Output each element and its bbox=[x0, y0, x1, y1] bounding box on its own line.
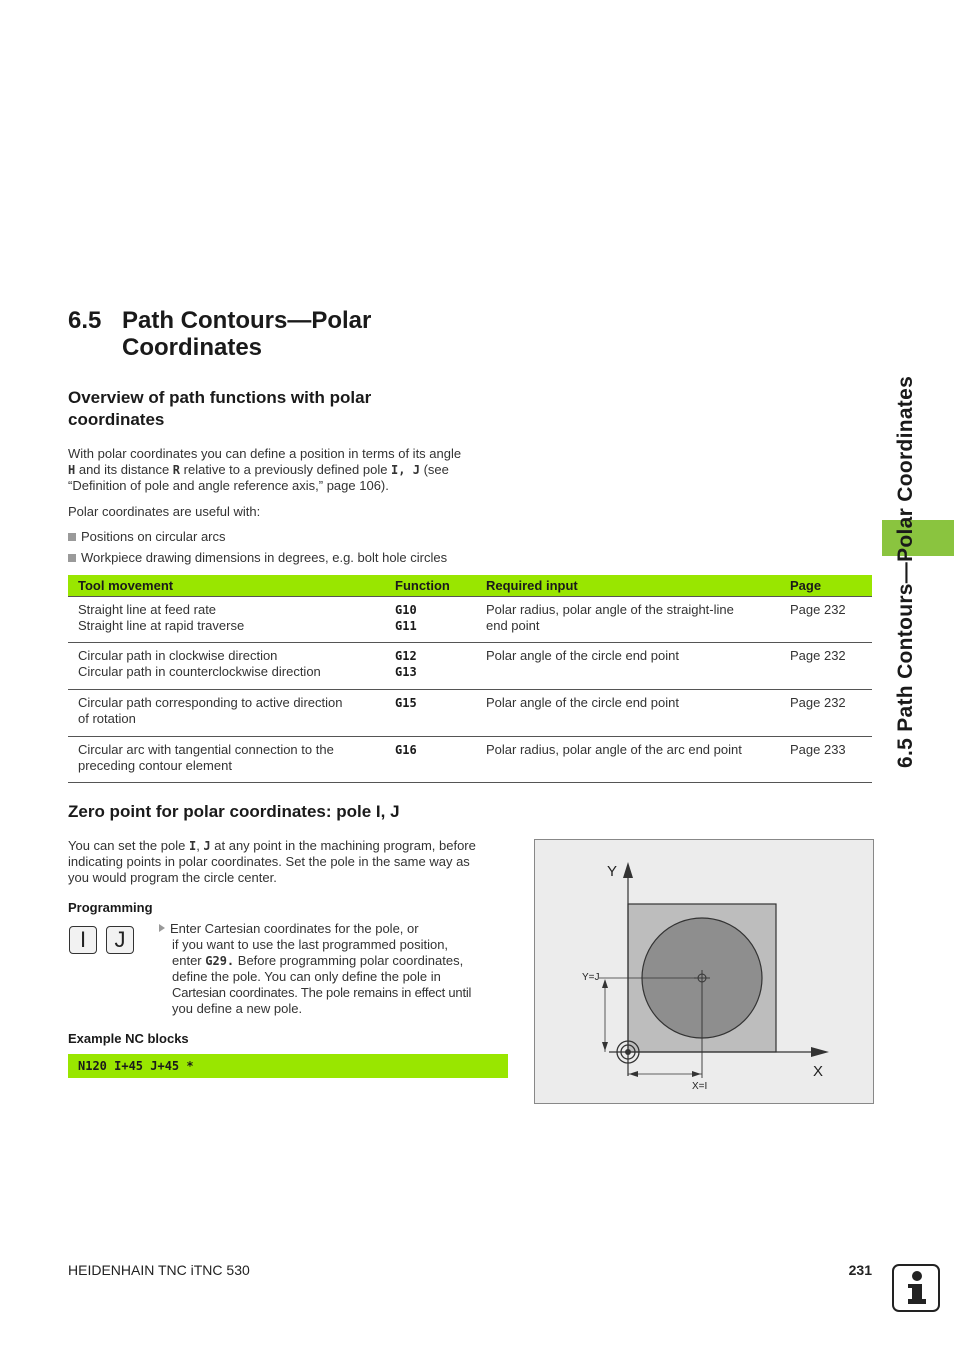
cell-code: G10 bbox=[395, 603, 417, 617]
code-ij: I, J bbox=[391, 463, 420, 477]
cell-code: G16 bbox=[395, 743, 417, 757]
text-span: Before programming polar coordinates, bbox=[234, 953, 464, 968]
code-i: I bbox=[188, 839, 197, 853]
bullet-text: Workpiece drawing dimensions in degrees, e.g. bolt hole circles bbox=[81, 550, 448, 565]
code-g29: G29. bbox=[205, 954, 235, 968]
cell-function bbox=[385, 597, 476, 643]
cell-text: Circular path corresponding to active direction bbox=[78, 695, 343, 710]
example-label: Example NC blocks bbox=[68, 1031, 189, 1046]
cell-text: Circular path in counterclockwise direction bbox=[78, 664, 321, 679]
cell-input bbox=[476, 690, 780, 737]
cell-input bbox=[476, 643, 780, 690]
pole-diagram-svg bbox=[535, 840, 873, 1103]
info-icon bbox=[892, 1264, 940, 1312]
x-equals-i-label: X=I bbox=[692, 1081, 708, 1092]
path-functions-table bbox=[68, 575, 872, 783]
code-r: R bbox=[172, 463, 181, 477]
zero-point-line-1 bbox=[68, 838, 518, 854]
cell-input bbox=[476, 597, 780, 643]
cell-movement bbox=[68, 643, 385, 690]
info-glyph bbox=[894, 1266, 938, 1310]
example-code: N120 I+45 J+45 * bbox=[78, 1059, 194, 1073]
overview-heading bbox=[68, 387, 371, 431]
cell-text: Polar angle of the circle end point bbox=[486, 695, 679, 710]
y-axis-arrow-icon bbox=[623, 862, 633, 878]
cell-text: Polar radius, polar angle of the straight-line bbox=[486, 602, 734, 617]
step-line-1 bbox=[159, 921, 511, 937]
title-line-1: Path Contours—Polar bbox=[122, 307, 372, 334]
side-tab-label: 6.5 Path Contours—Polar Coordinates bbox=[894, 375, 917, 768]
table-header-row bbox=[68, 575, 872, 597]
key-i-button[interactable]: I bbox=[69, 926, 97, 954]
zero-point-heading: Zero point for polar coordinates: pole I, J bbox=[68, 802, 400, 821]
triangle-right-icon bbox=[159, 924, 165, 932]
bullet-square-icon bbox=[68, 533, 76, 541]
overview-line-1: With polar coordinates you can define a position in terms of its angle bbox=[68, 446, 462, 461]
bullet-item bbox=[68, 550, 447, 566]
table-row bbox=[68, 643, 872, 690]
cell-function bbox=[385, 737, 476, 783]
x-axis-arrow-icon bbox=[811, 1047, 829, 1057]
header-required-input: Required input bbox=[476, 575, 780, 597]
header-function: Function bbox=[385, 575, 476, 597]
cell-page: Page 233 bbox=[780, 737, 872, 783]
overview-paragraph bbox=[68, 446, 461, 494]
overview-line-2 bbox=[68, 462, 461, 478]
example-code-block bbox=[68, 1054, 508, 1078]
cell-code: G13 bbox=[395, 665, 417, 679]
page-title bbox=[68, 307, 371, 361]
step-line-2: if you want to use the last programmed position, bbox=[172, 937, 449, 952]
cell-text: preceding contour element bbox=[78, 758, 232, 773]
zero-point-line-3: you would program the circle center. bbox=[68, 870, 277, 885]
cell-text: Straight line at feed rate bbox=[78, 602, 217, 617]
overview-line-3: “Definition of pole and angle reference axis,” page 106). bbox=[68, 478, 389, 493]
text-span: , bbox=[196, 838, 204, 853]
origin-marker-icon bbox=[625, 1049, 631, 1055]
text-span: at any point in the machining program, before bbox=[210, 838, 476, 853]
cell-text: Polar angle of the circle end point bbox=[486, 648, 679, 663]
cell-page: Page 232 bbox=[780, 643, 872, 690]
code-j: J bbox=[203, 839, 211, 853]
table-row bbox=[68, 690, 872, 737]
step-line-3 bbox=[159, 953, 511, 969]
x-axis-label: X bbox=[813, 1063, 824, 1080]
header-tool-movement: Tool movement bbox=[68, 575, 385, 597]
cell-code: G11 bbox=[395, 619, 417, 633]
cell-movement bbox=[68, 597, 385, 643]
text-span: You can set the pole bbox=[68, 838, 189, 853]
x-dim-arrow-icon bbox=[629, 1071, 638, 1077]
programming-step bbox=[159, 921, 511, 1017]
programming-label: Programming bbox=[68, 900, 153, 915]
y-dim-arrow-icon bbox=[602, 1042, 608, 1051]
y-axis-label: Y bbox=[607, 863, 618, 880]
cell-input bbox=[476, 737, 780, 783]
step-line-6: you define a new pole. bbox=[172, 1001, 303, 1016]
step-line-5: Cartesian coordinates. The pole remains in effect until bbox=[172, 985, 472, 1000]
header-page: Page bbox=[780, 575, 872, 597]
text-span: enter bbox=[172, 953, 206, 968]
side-tab-text bbox=[878, 310, 938, 770]
cell-code: G15 bbox=[395, 696, 417, 710]
cell-page: Page 232 bbox=[780, 690, 872, 737]
overview-heading-line-1: Overview of path functions with polar bbox=[68, 388, 372, 407]
table-row bbox=[68, 737, 872, 783]
code-h: H bbox=[68, 463, 76, 477]
zero-point-line-2: indicating points in polar coordinates. Set the pole in the same way as bbox=[68, 854, 470, 869]
cell-text: of rotation bbox=[78, 711, 136, 726]
page-number: 231 bbox=[848, 1262, 872, 1278]
cell-function bbox=[385, 690, 476, 737]
cell-page: Page 232 bbox=[780, 597, 872, 643]
cell-movement bbox=[68, 737, 385, 783]
cell-text: Circular path in clockwise direction bbox=[78, 648, 278, 663]
table-row bbox=[68, 597, 872, 643]
bullet-item bbox=[68, 529, 226, 545]
text-span: and its distance bbox=[75, 462, 173, 477]
overview-heading-line-2: coordinates bbox=[68, 410, 165, 429]
pole-diagram bbox=[534, 839, 874, 1104]
x-dim-arrow-icon bbox=[692, 1071, 701, 1077]
cell-function bbox=[385, 643, 476, 690]
bullet-text: Positions on circular arcs bbox=[81, 529, 226, 544]
section-number: 6.5 bbox=[68, 307, 102, 334]
footer-product: HEIDENHAIN TNC iTNC 530 bbox=[68, 1262, 250, 1278]
bullet-square-icon bbox=[68, 554, 76, 562]
step-line-4: define the pole. You can only define the pole in bbox=[172, 969, 441, 984]
cell-text: Circular arc with tangential connection to the bbox=[78, 742, 334, 757]
cell-code: G12 bbox=[395, 649, 417, 663]
overview-useful-with: Polar coordinates are useful with: bbox=[68, 504, 261, 519]
text-span: (see bbox=[419, 462, 449, 477]
key-j-button[interactable]: J bbox=[106, 926, 134, 954]
cell-text: Straight line at rapid traverse bbox=[78, 618, 245, 633]
title-line-2: Coordinates bbox=[122, 334, 263, 361]
y-dim-arrow-icon bbox=[602, 979, 608, 988]
y-equals-j-label: Y=J bbox=[582, 972, 600, 983]
zero-point-paragraph bbox=[68, 838, 518, 886]
text-span: Enter Cartesian coordinates for the pole, or bbox=[170, 921, 419, 936]
text-span: relative to a previously defined pole bbox=[180, 462, 392, 477]
cell-text: Polar radius, polar angle of the arc end point bbox=[486, 742, 742, 757]
cell-movement bbox=[68, 690, 385, 737]
cell-text: end point bbox=[486, 618, 540, 633]
